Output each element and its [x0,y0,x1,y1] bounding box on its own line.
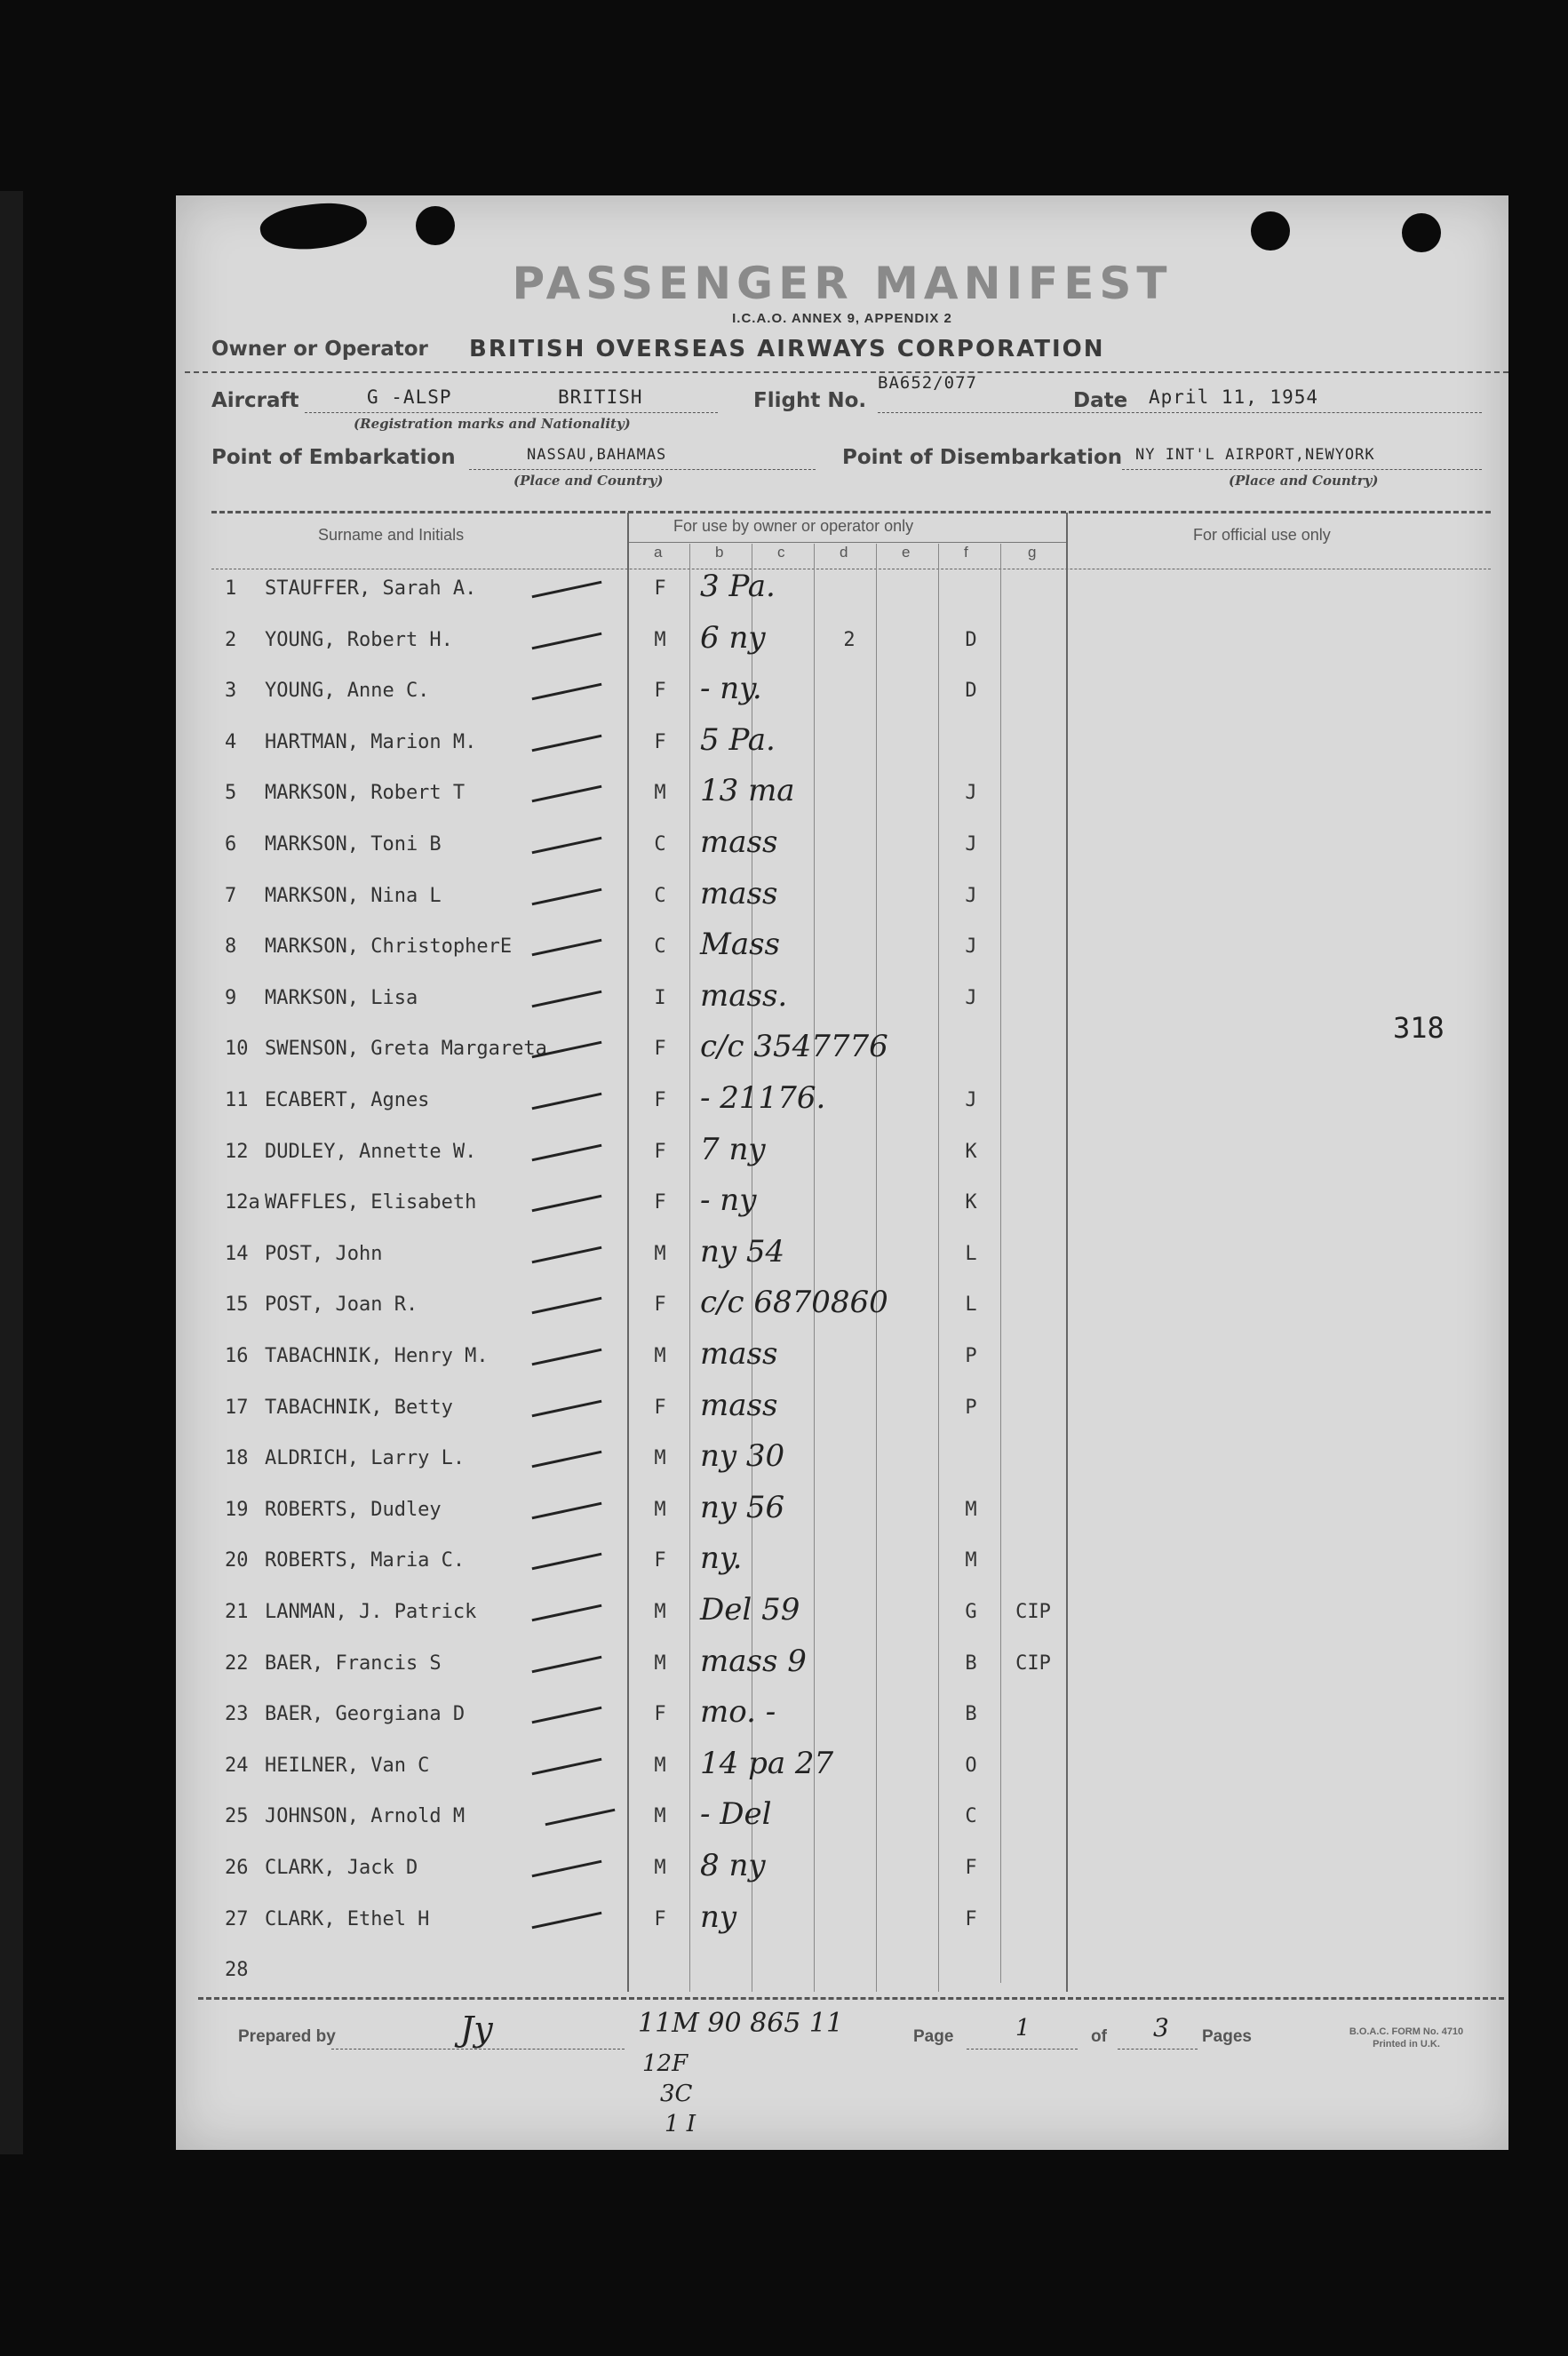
handwritten-residence: 7 ny [700,1132,766,1167]
row-number: 9 [225,987,237,1009]
cell-a: F [654,1141,666,1163]
passenger-name: CLARK, Jack D [265,1857,418,1879]
check-tick [532,1195,602,1213]
handwritten-residence: - Del [700,1796,772,1832]
passenger-name: TABACHNIK, Betty [265,1397,453,1419]
row-number: 17 [225,1397,249,1419]
owner-label: Owner or Operator [211,338,428,361]
passenger-name: POST, John [265,1243,383,1265]
check-tick [532,1604,602,1622]
cell-f: L [965,1293,977,1316]
cell-a: F [654,731,666,753]
form-number-text: B.O.A.C. FORM No. 4710 [1349,2026,1464,2037]
check-tick [532,1400,602,1418]
official-header: For official use only [1193,526,1331,544]
row-number: 26 [225,1857,249,1879]
row-number: 21 [225,1601,249,1623]
cell-f: D [965,680,977,702]
passenger-name: BAER, Francis S [265,1652,442,1675]
handwritten-residence: ny. [700,1540,743,1576]
cell-f: O [965,1755,977,1777]
check-tick [532,1093,602,1110]
cell-a: I [654,987,666,1009]
check-tick [532,1297,602,1315]
operator-header: For use by owner or operator only [673,517,914,535]
cell-f: B [965,1703,977,1725]
row-number: 23 [225,1703,249,1725]
row-number: 24 [225,1755,249,1777]
row-number: 1 [225,577,237,600]
prepared-label: Prepared by [238,2027,336,2046]
row-number: 4 [225,731,237,753]
check-tick [532,1860,602,1878]
handwritten-residence: mass [700,1388,778,1423]
passenger-name: YOUNG, Anne C. [265,680,430,702]
cell-a: M [654,629,666,651]
of-rule [1118,2049,1198,2050]
punch-hole [1402,213,1441,252]
handwritten-residence: ny 30 [700,1438,785,1474]
handwritten-residence: c/c 3547776 [700,1029,888,1064]
passenger-name: BAER, Georgiana D [265,1703,466,1725]
cell-a: M [654,782,666,804]
cell-f: C [965,1805,977,1827]
handwritten-residence: mass. [700,978,788,1014]
cell-a: F [654,1549,666,1572]
row-number: 12a [225,1191,260,1214]
check-tick [545,1809,616,1827]
subcolumn-header-g: g [1028,544,1037,561]
cell-a: F [654,1089,666,1111]
handwritten-residence: c/c 6870860 [700,1285,888,1320]
page-value: 1 [1015,2015,1031,2042]
row-number: 11 [225,1089,249,1111]
aircraft-rule [305,412,718,413]
cell-a: M [654,1652,666,1675]
disembark-label: Point of Disembarkation [842,446,1123,469]
row-number: 25 [225,1805,249,1827]
cell-a: M [654,1805,666,1827]
embark-label: Point of Embarkation [211,446,456,469]
handwritten-residence: 3 Pa. [700,569,776,604]
check-tick [532,1553,602,1571]
check-tick [532,1451,602,1469]
cell-f: K [965,1141,977,1163]
cell-a: F [654,1703,666,1725]
tally-children: 3C [660,2081,693,2107]
cell-f: D [965,629,977,651]
cell-a: C [654,935,666,958]
aircraft-note: (Registration marks and Nationality) [354,416,631,432]
cell-f: J [965,885,977,907]
flight-label: Flight No. [753,389,867,412]
handwritten-residence: 8 ny [700,1848,766,1883]
disembark-note: (Place and Country) [1229,473,1379,489]
cell-a: M [654,1857,666,1879]
of-value: 3 [1153,2013,1169,2042]
punch-hole [1251,211,1290,251]
subcolumn-header-b: b [715,544,724,561]
passenger-name: JOHNSON, Arnold M [265,1805,466,1827]
check-tick [532,1246,602,1264]
row-number: 18 [225,1447,249,1469]
handwritten-residence: - ny [700,1182,757,1218]
page-title: PASSENGER MANIFEST [512,258,1173,309]
punch-hole [416,206,455,245]
cell-a: M [654,1601,666,1623]
check-tick [532,837,602,855]
row-number: 20 [225,1549,249,1572]
passenger-name: MARKSON, Nina L [265,885,442,907]
handwritten-residence: ny [700,1899,737,1935]
check-tick [532,633,602,650]
row-number: 6 [225,833,237,856]
table-top-rule [211,511,1491,513]
disembark-rule [1122,469,1482,470]
cell-f: B [965,1652,977,1675]
check-tick [532,991,602,1008]
printed-in-text: Printed in U.K. [1373,2039,1440,2050]
cell-a: C [654,885,666,907]
row-number: 28 [225,1959,249,1981]
embark-value: NASSAU,BAHAMAS [527,446,667,464]
check-tick [532,1144,602,1162]
col-divider [627,513,629,1992]
cell-a: F [654,1293,666,1316]
handwritten-residence: ny 54 [700,1234,785,1270]
check-tick [532,888,602,906]
passenger-name: MARKSON, Toni B [265,833,442,856]
check-tick [532,735,602,752]
cell-a: F [654,1038,666,1060]
subcolumn-header-d: d [840,544,848,561]
aircraft-label: Aircraft [211,389,299,412]
row-number: 19 [225,1499,249,1521]
check-tick [532,1502,602,1520]
subcolumn-rule [689,544,690,1992]
passenger-name: CLARK, Ethel H [265,1908,430,1930]
cell-f: P [965,1345,977,1367]
row-number: 15 [225,1293,249,1316]
cell-a: F [654,1191,666,1214]
check-tick [532,1656,602,1674]
row-number: 3 [225,680,237,702]
cell-a: M [654,1499,666,1521]
handwritten-residence: mass [700,876,778,911]
cell-f: J [965,782,977,804]
passenger-name: HARTMAN, Marion M. [265,731,477,753]
cell-g: CIP [1015,1601,1051,1623]
row-number: 8 [225,935,237,958]
passenger-name: TABACHNIK, Henry M. [265,1345,489,1367]
divider [185,371,1508,373]
subcolumn-rule [1000,544,1001,1983]
form-number [1331,2026,1482,2050]
passenger-name: LANMAN, J. Patrick [265,1601,477,1623]
check-tick [532,939,602,957]
subcolumn-rule [876,544,877,1992]
owner-value: BRITISH OVERSEAS AIRWAYS CORPORATION [469,336,1105,362]
check-tick [532,1707,602,1724]
cell-a: F [654,1908,666,1930]
page-subtitle: I.C.A.O. ANNEX 9, APPENDIX 2 [732,311,952,326]
passenger-name: HEILNER, Van C [265,1755,430,1777]
cell-a: M [654,1345,666,1367]
embark-note: (Place and Country) [513,473,664,489]
page-label: Page [913,2027,954,2046]
tally-infants: 1 I [665,2111,696,2137]
cell-f: M [965,1499,977,1521]
cell-f: P [965,1397,977,1419]
cell-f: K [965,1191,977,1214]
date-value: April 11, 1954 [1149,386,1319,408]
subcolumn-rule [938,544,939,1992]
row-number: 14 [225,1243,249,1265]
cell-f: F [965,1857,977,1879]
prepared-signature: Jy [460,2010,493,2049]
cell-a: M [654,1755,666,1777]
passenger-name: MARKSON, ChristopherE [265,935,513,958]
check-tick [532,785,602,803]
cell-a: C [654,833,666,856]
passenger-name: ALDRICH, Larry L. [265,1447,466,1469]
surname-header: Surname and Initials [318,526,465,544]
handwritten-residence: 5 Pa. [700,722,776,758]
tally-females: 12F [642,2050,688,2077]
cell-a: F [654,1397,666,1419]
tally-totals: 11M 90 865 11 [638,2008,844,2039]
handwritten-residence: mass 9 [700,1644,807,1679]
cell-a: M [654,1447,666,1469]
official-number: 318 [1393,1011,1445,1045]
row-number: 12 [225,1141,249,1163]
pages-label: Pages [1202,2027,1252,2046]
row-number: 10 [225,1038,249,1060]
subcolumn-header-f: f [964,544,968,561]
page-rule [967,2049,1078,2050]
handwritten-residence: mass [700,1336,778,1372]
cell-g: CIP [1015,1652,1051,1675]
cell-f: J [965,1089,977,1111]
subcolumn-header-a: a [654,544,663,561]
cell-f: F [965,1908,977,1930]
handwritten-residence: - ny. [700,671,762,706]
handwritten-residence: mass [700,824,778,860]
prepared-rule [331,2049,625,2050]
row-number: 22 [225,1652,249,1675]
handwritten-residence: ny 56 [700,1490,785,1525]
cell-f: J [965,935,977,958]
passenger-name: MARKSON, Lisa [265,987,418,1009]
check-tick [532,1758,602,1776]
left-film-strip [0,191,23,2154]
row-number: 27 [225,1908,249,1930]
handwritten-residence: Del 59 [700,1592,800,1628]
handwritten-residence: 6 ny [700,620,766,656]
date-label: Date [1073,389,1128,412]
passenger-name: MARKSON, Robert T [265,782,466,804]
cell-f: G [965,1601,977,1623]
of-label: of [1091,2027,1107,2046]
cell-a: M [654,1243,666,1265]
cell-a: F [654,577,666,600]
passenger-name: POST, Joan R. [265,1293,418,1316]
check-tick [532,683,602,701]
col-divider [1066,513,1068,1992]
cell-f: J [965,987,977,1009]
aircraft-nationality: BRITISH [558,386,643,408]
manifest-sheet [176,195,1508,2150]
cell-d: 2 [843,629,856,651]
passenger-name: YOUNG, Robert H. [265,629,453,651]
embark-rule [469,469,816,470]
flight-rule [878,412,1482,413]
subcolumn-header-e: e [902,544,911,561]
aircraft-value: G -ALSP [367,386,452,408]
check-tick [532,1349,602,1366]
flight-value: BA652/077 [878,373,977,393]
cell-f: J [965,833,977,856]
passenger-name: ROBERTS, Dudley [265,1499,442,1521]
handwritten-residence: 13 ma [700,773,795,808]
check-tick [532,581,602,599]
row-number: 2 [225,629,237,651]
punch-hole-torn [258,197,370,256]
cell-f: L [965,1243,977,1265]
handwritten-residence: mo. - [700,1694,776,1730]
sub-header-rule [629,542,1066,543]
disembark-value: NY INT'L AIRPORT,NEWYORK [1135,446,1375,464]
footer-rule [198,1997,1504,2000]
handwritten-residence: - 21176. [700,1080,826,1116]
passenger-name: DUDLEY, Annette W. [265,1141,477,1163]
handwritten-residence: 14 pa 27 [700,1746,834,1781]
cell-f: M [965,1549,977,1572]
passenger-name: SWENSON, Greta Margareta [265,1038,547,1060]
passenger-name: STAUFFER, Sarah A. [265,577,477,600]
passenger-name: ROBERTS, Maria C. [265,1549,466,1572]
check-tick [532,1912,602,1930]
handwritten-residence: Mass [700,927,780,962]
cell-a: F [654,680,666,702]
row-number: 5 [225,782,237,804]
row-number: 7 [225,885,237,907]
passenger-name: ECABERT, Agnes [265,1089,430,1111]
subcolumn-header-c: c [777,544,785,561]
row-number: 16 [225,1345,249,1367]
passenger-name: WAFFLES, Elisabeth [265,1191,477,1214]
